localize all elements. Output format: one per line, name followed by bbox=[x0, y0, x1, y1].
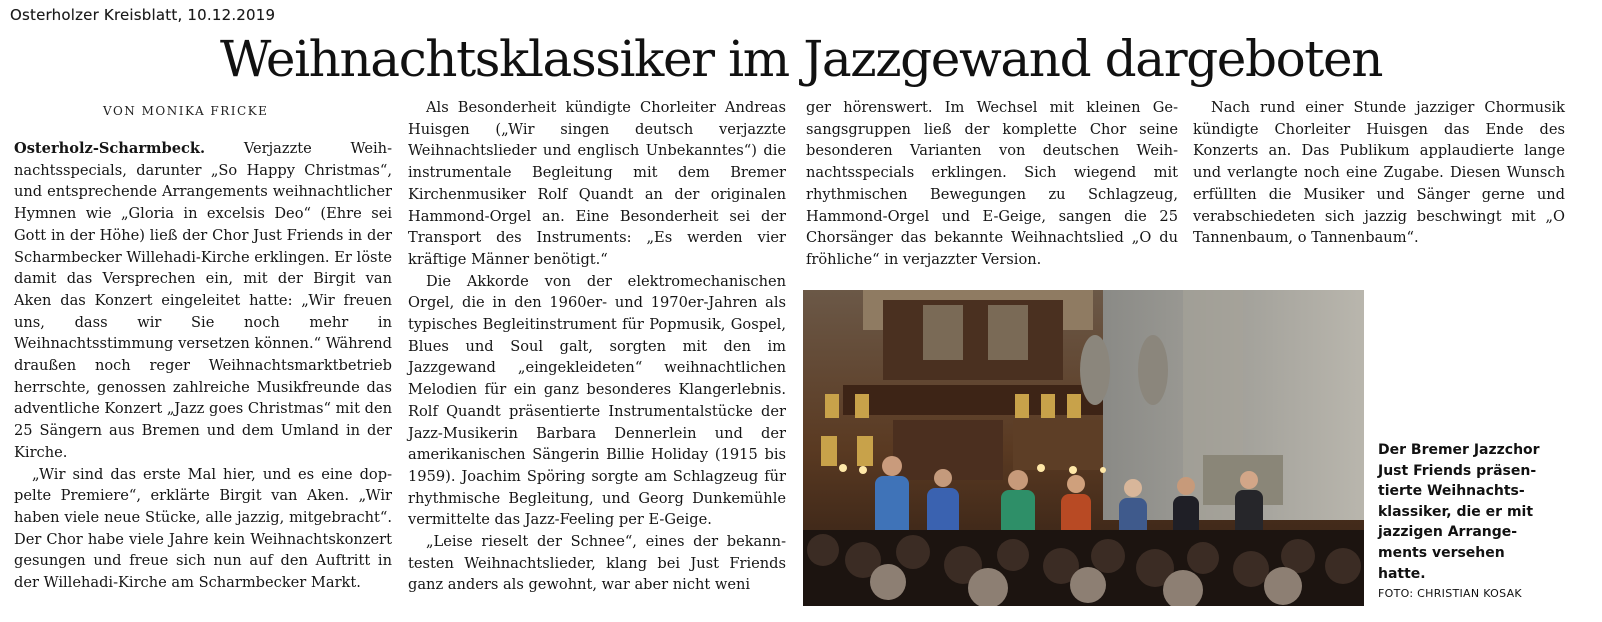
paragraph bbox=[14, 138, 392, 464]
choir-photo bbox=[803, 290, 1364, 606]
paragraph: Nach rund einer Stunde jazziger Chormusik kündigte Chorleiter Huisgen das Ende des Konzerts an. Das Publikum applaudierte lange und verlangte noch eine Zugabe. Diesen Wunsch erfüllten die Musiker und Sänger gerne und verabschiedeten sich jazzig beschwingt mit „O Tannenbaum, o Tannenbaum“. bbox=[1193, 99, 1565, 247]
paragraph: Als Besonderheit kündigte Chorleiter Andreas Huisgen („Wir singen deutsch verjazzte Weihnachtslieder und englisch Unbekanntes“) die instrumentale Begleitung mit dem Bremer Kirchenmusiker Rolf Quandt an der originalen Hammond-Orgel an. Eine Besonderheit sei der Transport des Instruments: „Es werden vier kräftige Männer benötigt.“ bbox=[408, 99, 786, 268]
paragraph: „Leise rieselt der Schnee“, eines der bekanntesten Weihnachtslieder, klang bei Just Friends ganz anders als gewohnt, war aber nicht weni bbox=[408, 533, 786, 594]
dateline-place: Osterholz-Scharmbeck. bbox=[14, 140, 206, 157]
photo-caption: Der Bremer Jazzchor Just Friends präsentierte Weihnachtsklassiker, die er mit jazzigen Arrangements versehen hatte. bbox=[1378, 442, 1540, 582]
article-column-3 bbox=[806, 97, 1178, 271]
photo-credit: FOTO: CHRISTIAN KOSAK bbox=[1378, 587, 1522, 600]
paragraph-text: Verjazzte Weihnachtsspecials, darunter „So Happy Christmas“, und entsprechende Arrangements weihnachtlicher Hymnen wie „Gloria in excelsis Deo“ (Ehre sei Gott in der Höhe) ließ der Chor Just Friends in der Scharmbecker Willehadi-Kirche erklingen. Er löste damit das Versprechen ein, mit der Birgit van Aken das Konzert eingeleitet hatte: „Wir freuen uns, dass wir Sie noch mehr in Weihnachtsstimmung versetzen können.“ Während draußen noch reger Weihnachtsmarktbetrieb herrschte, genossen zahlreiche Musikfreunde das adventliche Konzert „Jazz goes Christmas“ mit den 25 Sängern aus Bremen und dem Umland in der Kirche. bbox=[14, 140, 392, 461]
newspaper-source-line: Osterholzer Kreisblatt, 10.12.2019 bbox=[10, 6, 276, 24]
article-column-1 bbox=[14, 138, 392, 594]
paragraph: „Wir sind das erste Mal hier, und es eine doppelte Premiere“, erklärte Birgit van Aken. „Wir haben viele neue Stücke, alle jazzig, mitgebracht“. Der Chor habe viele Jahre kein Weihnachtskonzert gesungen und freue sich nun auf den Auftritt in der Willehadi-Kirche am Scharmbecker Markt. bbox=[14, 465, 392, 592]
article-column-2 bbox=[408, 97, 786, 596]
headline: Weihnachtsklassiker im Jazzgewand dargeboten bbox=[219, 30, 1382, 88]
article-column-4 bbox=[1193, 97, 1565, 249]
paragraph: Die Akkorde von der elektromechanischen Orgel, die in den 1960er- und 1970er-Jahren als typisches Begleitinstrument für Popmusik, Gospel, Blues und Soul galt, sorgten mit den im Jazzgewand „eingekleideten“ weihnachtlichen Melodien für ein ganz besonderes Klangerlebnis. Rolf Quandt präsentierte Instrumentalstücke der Jazz-Musikerin Barbara Dennerlein und der amerikanischen Sängerin Billie Holiday (1915 bis 1959). Joachim Spöring sorgte am Schlagzeug für rhythmische Begleitung, und Georg Dunkemühle vermittelte das Jazz-Feeling per E-Geige. bbox=[408, 272, 786, 529]
paragraph: ger hörenswert. Im Wechsel mit kleinen Gesangsgruppen ließ der komplette Chor seine besonderen Varianten von deutschen Weihnachtsspecials erklingen. Sich wiegend mit rhythmischen Bewegungen zu Schlagzeug, Hammond-Orgel und E-Geige, sangen die 25 Chorsänger das bekannte Weihnachtslied „O du fröhliche“ in verjazzter Version. bbox=[806, 99, 1178, 268]
byline: VON MONIKA FRICKE bbox=[103, 104, 269, 118]
